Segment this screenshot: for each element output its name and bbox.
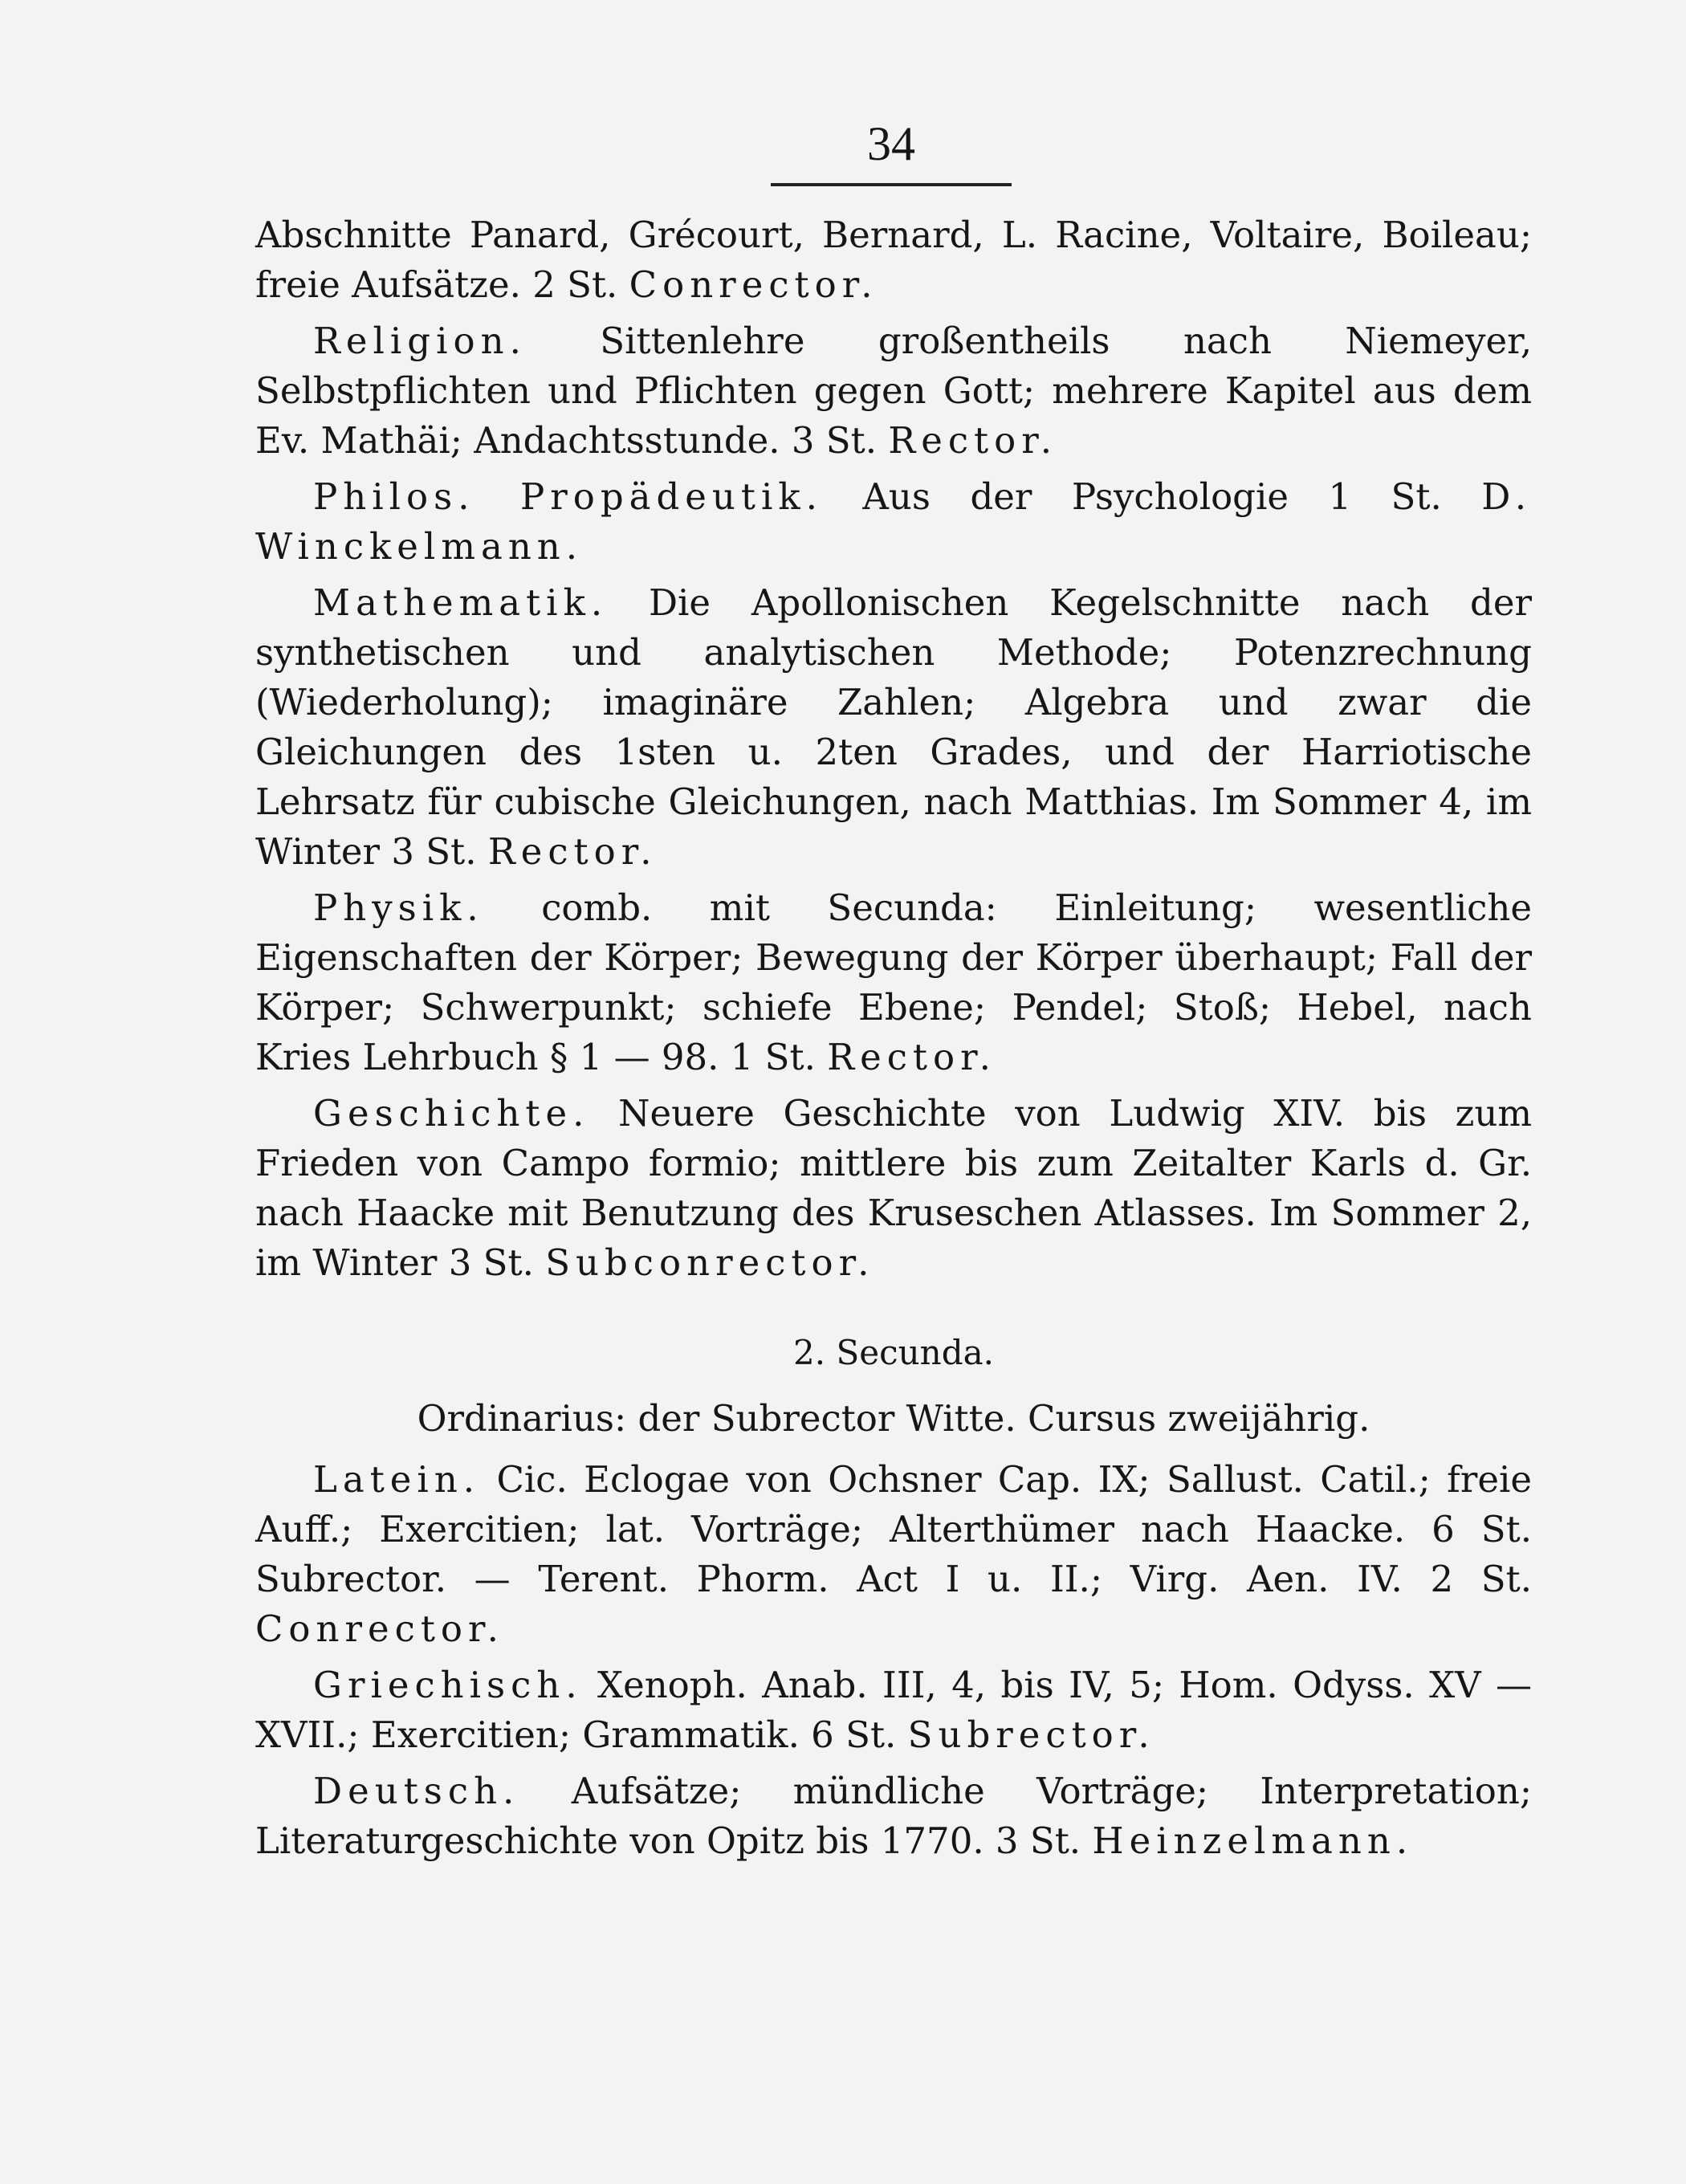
paragraph-physics [255, 883, 1532, 1082]
paragraph-teacher: Rector. [827, 1036, 996, 1078]
paragraph-text: Cic. Eclogae von Ochsner Cap. IX; Sallust. Catil.; freie Auff.; Exercitien; lat. Vorträge; Alterthümer nach Haacke. 6 St. Subrector. — Terent. Phorm. Act I u. II.; Virg. Aen. IV. 2 St. [255, 1458, 1532, 1600]
page-number-rule [771, 183, 1012, 186]
paragraph-text: Abschnitte Panard, Grécourt, Bernard, L. Racine, Voltaire, Boileau; freie Aufsätze. 2 St. [255, 214, 1532, 306]
paragraph-text: Die Apollonischen Kegelschnitte nach der synthetischen und analytischen Methode; Potenzrechnung (Wiederholung); imaginäre Zahlen; Algebra und zwar die Gleichungen des 1sten u. 2ten Grades, und der Harriotische Lehrsatz für cubische Gleichungen, nach Matthias. Im Sommer 4, im Winter 3 St. [255, 581, 1532, 873]
paragraph-religion [255, 316, 1532, 466]
section-heading: 2. Secunda. [793, 1333, 994, 1372]
paragraph-teacher: Subrector. [907, 1713, 1155, 1756]
paragraph-text: Aus der Psychologie 1 St. [822, 475, 1482, 518]
paragraph-intro: Geschichte. [313, 1092, 590, 1135]
paragraph-text: Aufsätze; mündliche Vorträge; Interpretation; Literaturgeschichte von Opitz bis 1770. 3 St. [255, 1770, 1532, 1862]
paragraph-intro: Philos. Propädeutik. [313, 475, 823, 518]
paragraph-text: Sittenlehre großentheils nach Niemeyer, Selbstpflichten und Pflichten gegen Gott; mehrere Kapitel aus dem Ev. Mathäi; Andachtsstunde. 3 St. [255, 320, 1532, 462]
paragraph-teacher: Rector. [888, 419, 1058, 462]
paragraph-text: comb. mit Secunda: Einleitung; wesentliche Eigenschaften der Körper; Bewegung der Körper überhaupt; Fall der Körper; Schwerpunkt; schiefe Ebene; Pendel; Stoß; Hebel, nach Kries Lehrbuch § 1 — 98. 1 St. [255, 886, 1532, 1078]
paragraph-teacher: Rector. [487, 830, 658, 873]
paragraph-teacher: Heinzelmann. [1092, 1819, 1414, 1862]
section-ordinarius: Ordinarius: der Subrector Witte. Cursus zweijährig. [417, 1397, 1370, 1440]
paragraph-intro: Religion. [313, 320, 527, 362]
page-number: 34 [867, 117, 915, 170]
paragraph-intro: Mathematik. [313, 581, 609, 624]
paragraph-intro: Deutsch. [313, 1770, 520, 1812]
paragraph-greek [255, 1660, 1532, 1760]
paragraph-teacher: Subconrector. [545, 1241, 875, 1284]
paragraph-intro: Physik. [313, 886, 484, 929]
paragraph-latin [255, 1455, 1532, 1654]
paragraph-text: Xenoph. Anab. III, 4, bis IV, 5; Hom. Odyss. XV — XVII.; Exercitien; Grammatik. 6 St. [255, 1664, 1532, 1756]
paragraph-history [255, 1089, 1532, 1288]
paragraph-german [255, 1766, 1532, 1866]
paragraph-philosophy [255, 472, 1532, 572]
paragraph-teacher: D. Winckelmann. [255, 475, 1532, 568]
paragraph-mathematics [255, 578, 1532, 877]
paragraph-intro: Latein. [313, 1458, 481, 1501]
paragraph-teacher: Conrector. [255, 1607, 504, 1650]
paragraph-french-authors [255, 210, 1532, 310]
paragraph-teacher: Conrector. [629, 263, 878, 306]
page-body [255, 210, 1532, 1872]
paragraph-text: Neuere Geschichte von Ludwig XIV. bis zum Frieden von Campo formio; mittlere bis zum Zeitalter Karls d. Gr. nach Haacke mit Benutzung des Kruseschen Atlasses. Im Sommer 2, im Winter 3 St. [255, 1092, 1532, 1284]
paragraph-intro: Griechisch. [313, 1664, 583, 1706]
